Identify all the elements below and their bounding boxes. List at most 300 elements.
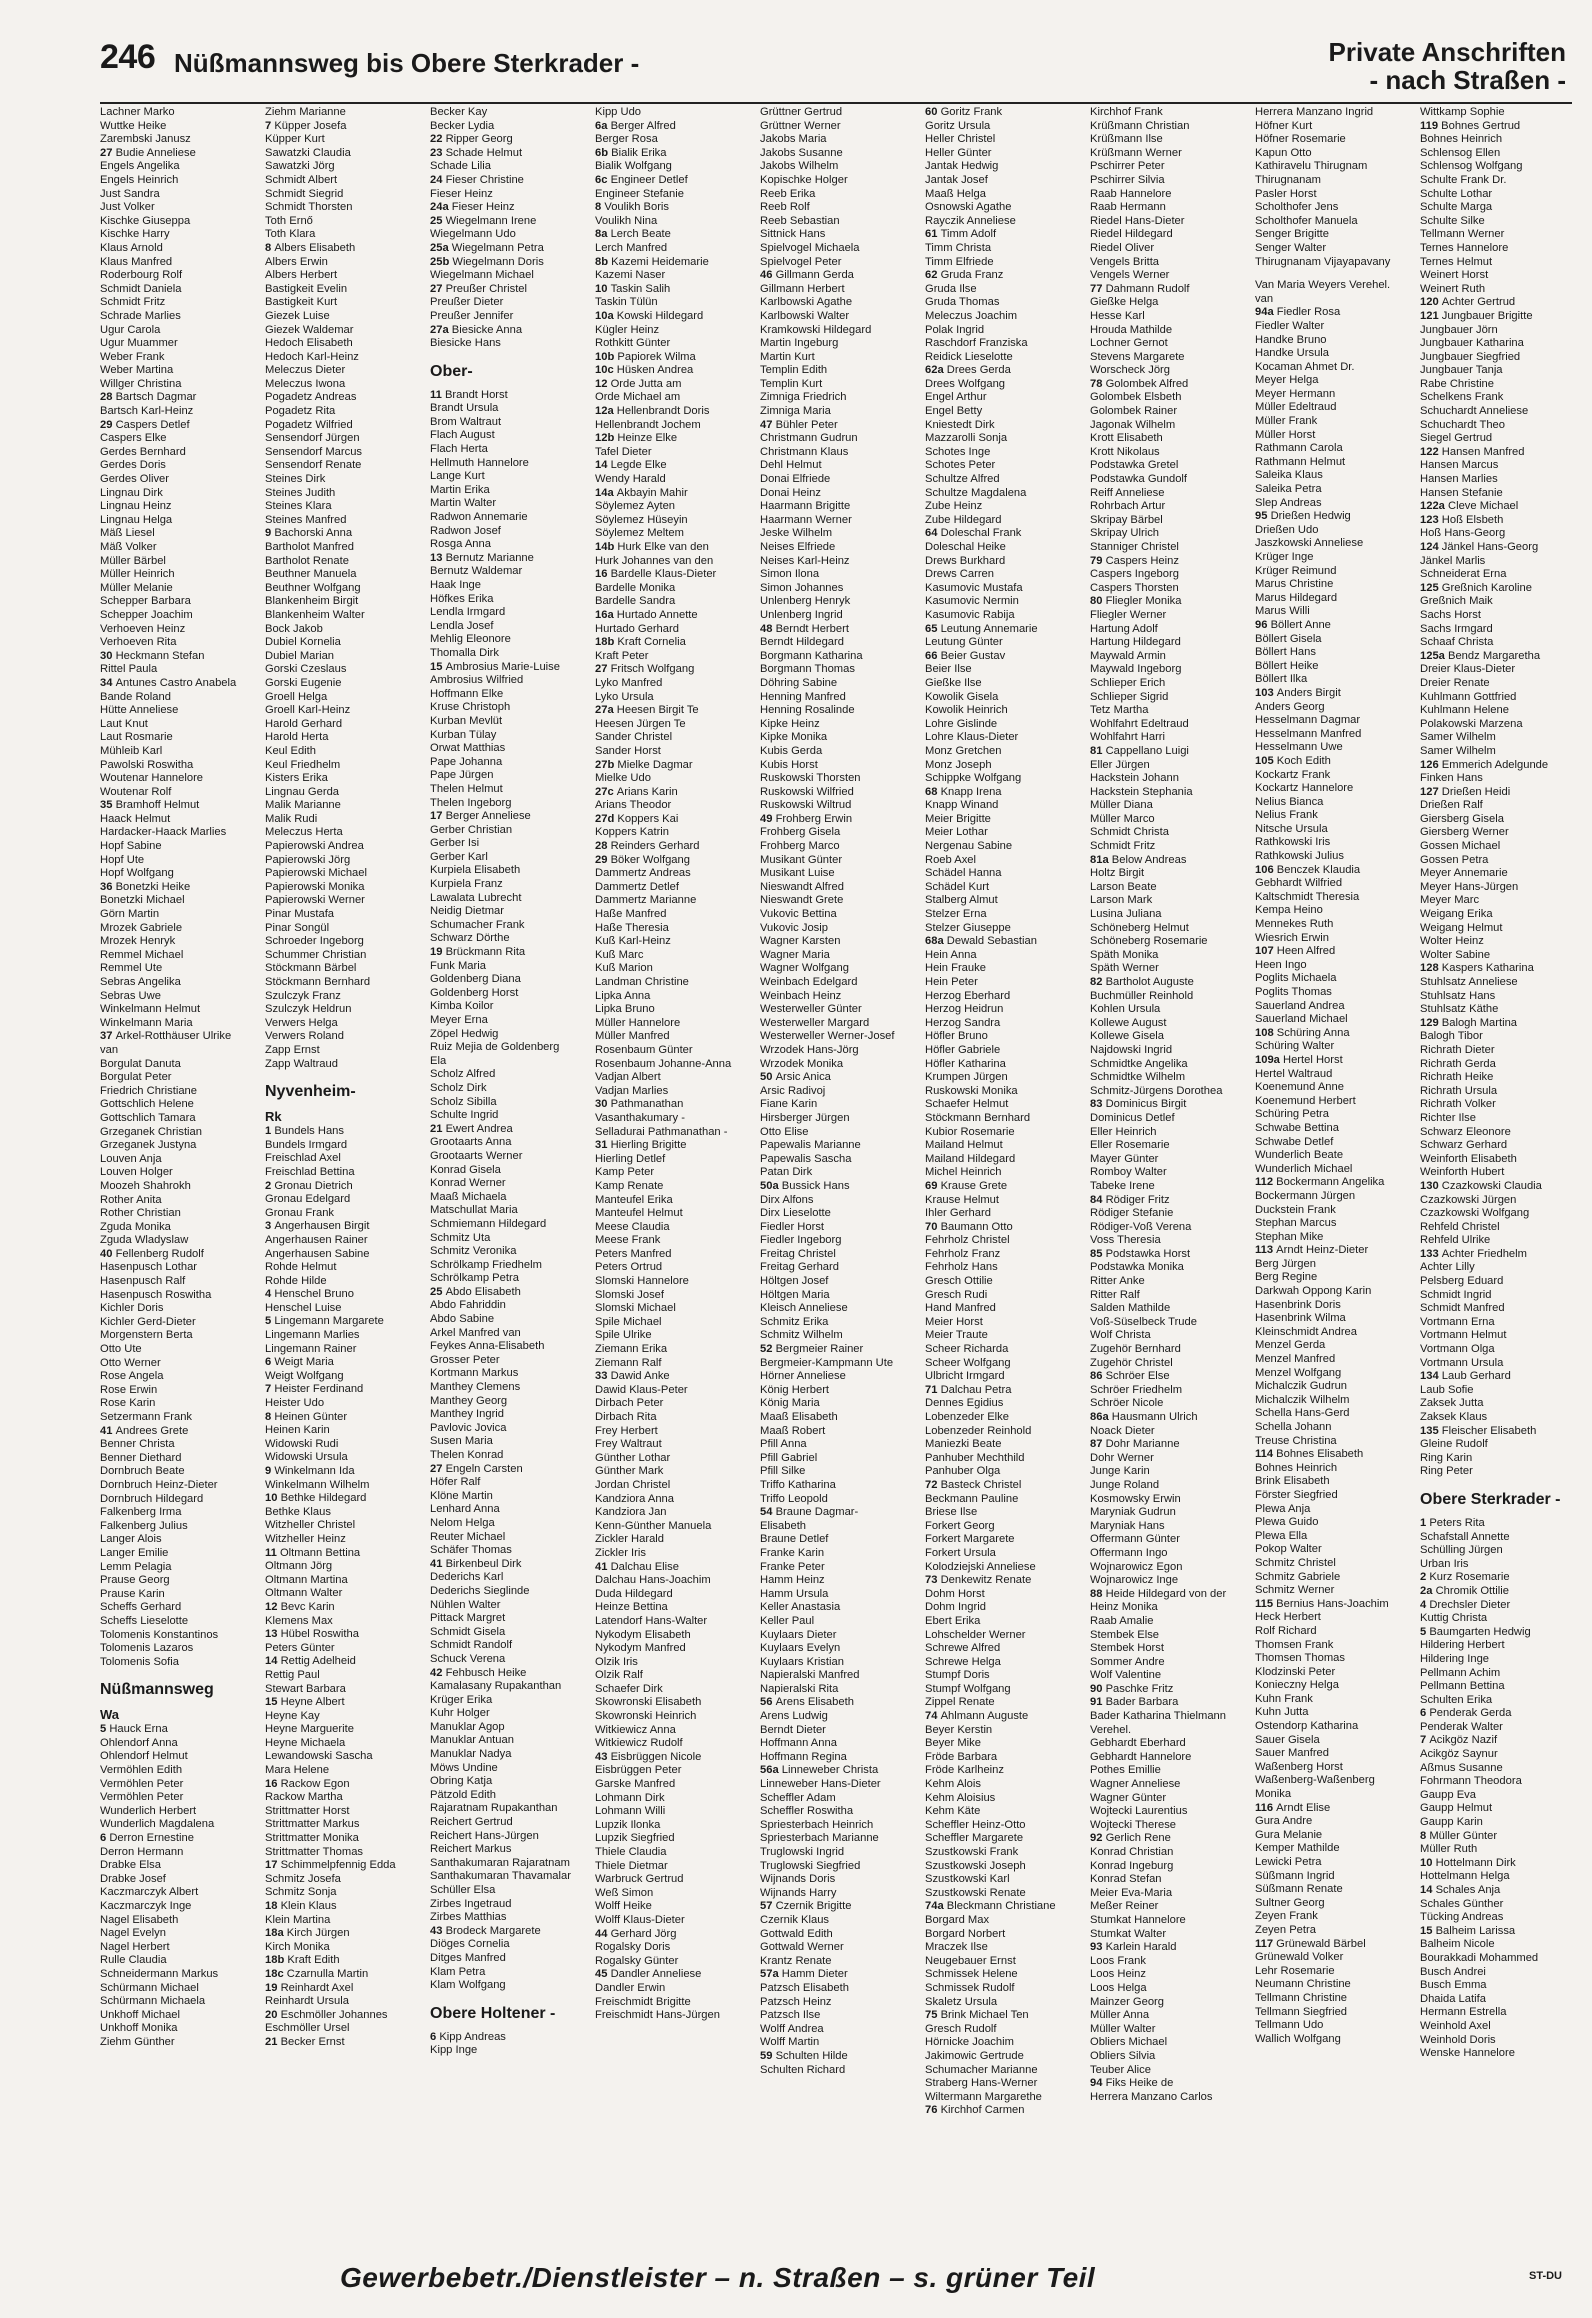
resident-entry: Wolf Valentine <box>1090 1669 1162 1682</box>
house-number: 1 <box>265 1125 275 1138</box>
house-number: 47 <box>760 418 776 431</box>
resident-entry: Marus Willi <box>1255 605 1310 618</box>
resident-entry: Krüger Inge <box>1255 551 1314 563</box>
house-number: 41 <box>100 1424 116 1437</box>
resident-entry: Dirx Lieselotte <box>760 1207 831 1220</box>
resident-entry: Richrath Gerda <box>1420 1057 1496 1070</box>
resident-entry: Voulikh Nina <box>595 214 658 227</box>
resident-entry: 125a Bendz Margaretha <box>1420 649 1541 662</box>
resident-entry: Orwat Matthias <box>430 742 506 755</box>
resident-entry: Roderbourg Rolf <box>100 269 183 282</box>
resident-entry: Sawatzki Jörg <box>265 160 335 173</box>
resident-entry: Benner Christa <box>100 1438 175 1451</box>
resident-entry: Widowski Rudi <box>265 1437 339 1450</box>
resident-entry: Kuß Marion <box>595 962 653 975</box>
resident-entry: Richrath Ursula <box>1420 1084 1498 1097</box>
resident-entry: Bethke Klaus <box>265 1505 331 1518</box>
resident-entry: Braune Detlef <box>760 1533 829 1546</box>
resident-entry: Schmidt Fritz <box>1090 840 1156 853</box>
house-number: 23 <box>430 146 446 159</box>
resident-entry: Slep Andreas <box>1255 496 1322 509</box>
resident-entry: Maaß Helga <box>925 187 986 200</box>
resident-entry: Kocaman Ahmet Dr. <box>1255 360 1355 373</box>
house-number: 22 <box>430 133 446 146</box>
resident-entry: Sebras Angelika <box>100 976 181 988</box>
resident-entry: Gresch Ottilie <box>925 1275 993 1288</box>
resident-entry: Steines Manfred <box>265 513 347 526</box>
resident-entry: Duckstein Frank <box>1255 1203 1336 1216</box>
resident-entry: Haße Theresia <box>595 921 669 934</box>
resident-entry: Dhaida Latifa <box>1420 1992 1486 2005</box>
resident-entry: Heyne Michaela <box>265 1736 346 1749</box>
resident-entry: Gerdes Oliver <box>100 473 170 486</box>
resident-entry: Groell Karl-Heinz <box>265 704 351 717</box>
resident-entry: Vengels Werner <box>1090 269 1170 282</box>
resident-entry: Czazkowski Wolfgang <box>1420 1207 1530 1220</box>
resident-entry: Martin Walter <box>430 497 497 510</box>
resident-entry: 25 Wiegelmann Irene <box>430 214 537 227</box>
house-number: 113 <box>1255 1244 1277 1257</box>
resident-entry: 71 Dalchau Petra <box>925 1383 1012 1396</box>
resident-entry: Acikgöz Saynur <box>1420 1748 1498 1761</box>
resident-entry: Bardelle Sandra <box>595 595 676 608</box>
resident-entry: Bundels Irmgard <box>265 1138 348 1151</box>
house-number: 24 <box>430 173 446 186</box>
resident-entry: Fohrmann Theodora <box>1420 1775 1522 1788</box>
resident-entry: Krumpen Jürgen <box>925 1071 1008 1084</box>
street-heading: Nyvenheim- <box>265 1083 356 1101</box>
resident-entry: Kischke Giuseppa <box>100 214 191 227</box>
resident-entry: Rettig Paul <box>265 1668 320 1681</box>
resident-entry: Kipp Udo <box>595 106 642 118</box>
resident-entry: Manthey Ingrid <box>430 1408 505 1421</box>
resident-entry: Grünewald Volker <box>1255 1951 1344 1964</box>
street-heading: Ober- <box>430 362 473 380</box>
resident-entry: Toth Klara <box>265 228 316 241</box>
house-number: 13 <box>265 1628 281 1641</box>
resident-entry: Menzel Gerda <box>1255 1339 1326 1352</box>
resident-entry: Müller Marco <box>1090 812 1155 825</box>
resident-entry: Straberg Hans-Werner <box>925 2077 1038 2090</box>
resident-entry: Manuklar Agop <box>430 1720 505 1733</box>
resident-entry: Hurtado Gerhard <box>595 622 679 635</box>
resident-entry: Meleczus Dieter <box>265 364 346 377</box>
resident-entry: Weinhold Doris <box>1420 2033 1496 2046</box>
resident-entry: Schmidt Fritz <box>100 296 166 309</box>
resident-entry: Konrad Stefan <box>1090 1873 1162 1886</box>
house-number: 120 <box>1420 296 1442 309</box>
resident-entry: Lohre Klaus-Dieter <box>925 731 1019 744</box>
resident-entry: Rackow Martha <box>265 1791 343 1804</box>
house-number: 87 <box>1090 1438 1106 1451</box>
resident-entry: Schmidt Thorsten <box>265 201 353 214</box>
district-code: Wa <box>100 1707 120 1723</box>
resident-entry: Wittkamp Sophie <box>1420 106 1505 118</box>
resident-entry: Thiele Dietmar <box>595 1859 668 1872</box>
house-number: 35 <box>100 799 116 812</box>
resident-entry: Teuber Alice <box>1090 2063 1151 2076</box>
resident-entry: Heesen Jürgen Te <box>595 717 686 730</box>
house-number: 49 <box>760 812 776 825</box>
house-number: 13 <box>430 551 446 564</box>
resident-entry: 18b Kraft Cornelia <box>595 636 686 649</box>
resident-entry: Loos Heinz <box>1090 1968 1146 1981</box>
resident-entry: 6c Engineer Detlef <box>595 173 688 186</box>
resident-entry: Hurk Johannes van den <box>595 554 714 567</box>
resident-entry: Kowolik Heinrich <box>925 704 1008 717</box>
resident-entry: Susen Maria <box>430 1435 493 1448</box>
resident-entry: Krott Elisabeth <box>1090 432 1163 445</box>
resident-entry: Schotes Peter <box>925 459 996 472</box>
resident-entry: Konrad Ingeburg <box>1090 1859 1174 1872</box>
resident-entry: Thomalla Dirk <box>430 646 500 659</box>
resident-entry: 8 Heinen Günter <box>265 1410 348 1423</box>
footer-note: Gewerbebetr./Dienstleister – n. Straßen – s. grüner Teil <box>340 2262 1096 2293</box>
resident-entry: Napieralski Manfred <box>760 1669 860 1682</box>
resident-entry: Gerber Isi <box>430 837 480 850</box>
resident-entry: Schneidermann Markus <box>100 1967 219 1980</box>
resident-entry: Drießen Ralf <box>1420 799 1483 812</box>
resident-entry: 44 Gerhard Jörg <box>595 1927 677 1940</box>
resident-entry: Pavlovic Jovica <box>430 1421 507 1434</box>
resident-entry: Witzheller Christel <box>265 1519 356 1532</box>
resident-entry: Kimba Koilor <box>430 1000 494 1013</box>
resident-entry: Mäß Liesel <box>100 527 155 540</box>
resident-entry: Schultze Alfred <box>925 473 1000 486</box>
resident-entry: König Maria <box>760 1397 820 1410</box>
resident-entry: Schmiemann Hildegard <box>430 1217 547 1230</box>
resident-entry: Czazkowski Jürgen <box>1420 1193 1517 1206</box>
resident-entry: Schroeder Ingeborg <box>265 935 364 948</box>
resident-entry: 33 Dawid Anke <box>595 1370 670 1383</box>
resident-entry: Berndt Dieter <box>760 1723 826 1736</box>
resident-entry: Frohberg Gisela <box>760 826 841 839</box>
resident-entry: Laut Knut <box>100 717 148 730</box>
resident-entry: Schmitz Gabriele <box>1255 1570 1341 1583</box>
resident-entry: Ziemann Ralf <box>595 1356 662 1369</box>
resident-entry: 90 Paschke Fritz <box>1090 1682 1174 1695</box>
resident-entry: Schuchardt Theo <box>1420 418 1505 431</box>
resident-entry: Michalczik Gudrun <box>1255 1380 1348 1393</box>
resident-entry: Görn Martin <box>100 908 160 921</box>
resident-entry: Günther Lothar <box>595 1451 671 1464</box>
resident-entry: 27b Mielke Dagmar <box>595 758 693 771</box>
resident-entry: 74a Bleckmann Christiane <box>925 1900 1056 1913</box>
resident-entry: Witzheller Heinz <box>265 1532 346 1545</box>
house-number: 82 <box>1090 976 1106 988</box>
resident-entry: Henning Rosalinde <box>760 704 855 717</box>
resident-entry: 15 Ambrosius Marie-Luise <box>430 660 560 673</box>
resident-entry: Thelen Konrad <box>430 1449 504 1461</box>
resident-entry: Richrath Heike <box>1420 1071 1494 1084</box>
resident-entry: Buchmüller Reinhold <box>1090 989 1194 1002</box>
resident-entry: Hand Manfred <box>925 1302 996 1315</box>
resident-entry: Schuck Verena <box>430 1652 506 1665</box>
house-number: 1 <box>1420 1516 1430 1529</box>
resident-entry: Elisabeth <box>760 1519 807 1532</box>
resident-entry: 93 Karlein Harald <box>1090 1941 1177 1954</box>
resident-entry: Raschdorf Franziska <box>925 337 1028 350</box>
resident-entry: Rödiger-Voß Verena <box>1090 1220 1192 1233</box>
house-number: 8 <box>265 1410 275 1423</box>
house-number: 44 <box>595 1927 611 1940</box>
resident-entry: Polakowski Marzena <box>1420 717 1523 730</box>
resident-entry: Grüttner Werner <box>760 119 841 132</box>
resident-entry: 47 Bühler Peter <box>760 418 838 431</box>
directory-column <box>1090 106 1245 2218</box>
resident-entry: Schmidt Siegrid <box>265 187 344 200</box>
resident-entry: Bande Roland <box>100 690 171 703</box>
resident-entry: Tellmann Christine <box>1255 1991 1348 2004</box>
house-number: 28 <box>595 840 611 853</box>
resident-entry: Weinforth Hubert <box>1420 1166 1505 1179</box>
resident-entry: Schmitz Uta <box>430 1231 491 1244</box>
resident-entry: Sander Christel <box>595 731 673 744</box>
resident-entry: Vukovic Josip <box>760 921 828 934</box>
resident-entry: Fliegler Werner <box>1090 608 1167 621</box>
resident-entry: Lingnau Gerda <box>265 785 340 798</box>
house-number: 4 <box>1420 1598 1430 1611</box>
house-number: 8 <box>1420 1829 1430 1842</box>
resident-entry: 128 Kaspers Katharina <box>1420 962 1534 975</box>
resident-entry: Jungbauer Siegfried <box>1420 350 1521 363</box>
resident-entry: Zugehör Bernhard <box>1090 1343 1181 1356</box>
house-number: 16 <box>595 568 611 581</box>
resident-entry: 50a Bussick Hans <box>760 1179 850 1192</box>
resident-entry: Engels Heinrich <box>100 173 179 186</box>
house-number: 15 <box>1420 1924 1436 1937</box>
resident-entry: 113 Arndt Heinz-Dieter <box>1255 1244 1369 1257</box>
resident-entry: Kuß Karl-Heinz <box>595 935 671 948</box>
resident-entry: Schmidt Ingrid <box>1420 1288 1492 1301</box>
resident-entry: Grootaarts Werner <box>430 1149 523 1162</box>
resident-entry: Freischmidt Hans-Jürgen <box>595 2009 720 2022</box>
resident-entry: Meleczus Iwona <box>265 377 346 390</box>
resident-entry: Grosser Peter <box>430 1353 500 1366</box>
resident-entry: Hörnicke Joachim <box>925 2036 1014 2049</box>
resident-entry: Schwarz Dörthe <box>430 932 510 945</box>
resident-entry: Mayer Günter <box>1090 1152 1159 1165</box>
resident-entry: Dehl Helmut <box>760 459 822 472</box>
resident-entry: Wohlfahrt Harri <box>1090 731 1166 744</box>
house-number: 5 <box>265 1315 275 1328</box>
resident-entry: Lawalata Lubrecht <box>430 891 522 904</box>
resident-entry: Schrewe Alfred <box>925 1642 1001 1655</box>
resident-entry: Klam Wolfgang <box>430 1979 506 1992</box>
resident-entry: Hansen Stefanie <box>1420 486 1503 499</box>
street-heading: Nüßmannsweg <box>100 1681 214 1699</box>
resident-entry: Dubiel Kornelia <box>265 636 341 649</box>
house-number: 92 <box>1090 1832 1106 1845</box>
resident-entry: Haße Manfred <box>595 908 667 921</box>
resident-entry: Ternes Hannelore <box>1420 241 1509 254</box>
resident-entry: Stumpf Wolfgang <box>925 1682 1011 1695</box>
resident-entry: Peters Manfred <box>595 1247 672 1260</box>
house-number: 54 <box>760 1506 776 1519</box>
house-number: 96 <box>1255 618 1271 631</box>
resident-entry: 27 Engeln Carsten <box>430 1462 523 1475</box>
resident-entry: 2 Gronau Dietrich <box>265 1179 353 1192</box>
resident-entry: 21 Becker Ernst <box>265 2035 345 2048</box>
resident-entry: 48 Berndt Herbert <box>760 622 849 635</box>
resident-entry: Freischlad Axel <box>265 1152 341 1165</box>
resident-entry: Schmitz Christel <box>1255 1556 1336 1569</box>
resident-entry: Dammertz Marianne <box>595 894 697 907</box>
resident-entry: Hasenbrink Wilma <box>1255 1312 1346 1325</box>
house-number: 74a <box>925 1900 947 1913</box>
resident-entry: Pfill Silke <box>760 1465 806 1478</box>
house-number: 10a <box>595 309 617 322</box>
resident-entry: Ihler Gerhard <box>925 1207 991 1220</box>
resident-entry: Heyne Kay <box>265 1709 320 1722</box>
resident-entry: König Herbert <box>760 1383 830 1396</box>
page-header <box>100 38 1572 104</box>
resident-entry: Lachner Marko <box>100 106 175 118</box>
resident-entry: Zaksek Klaus <box>1420 1411 1488 1423</box>
resident-entry: 16a Hurtado Annette <box>595 608 698 621</box>
resident-entry: Weinbach Edelgard <box>760 976 858 988</box>
resident-entry: Jantak Josef <box>925 173 988 186</box>
resident-entry: Dornbruch Hildegard <box>100 1492 204 1505</box>
resident-entry: Slomski Hannelore <box>595 1275 689 1288</box>
resident-entry: Sauer Manfred <box>1255 1747 1330 1760</box>
resident-entry: Sachs Horst <box>1420 608 1481 621</box>
resident-entry: Nelius Bianca <box>1255 795 1324 808</box>
resident-entry: Schmidt Albert <box>265 173 338 186</box>
resident-entry: Pellmann Achim <box>1420 1666 1501 1679</box>
resident-entry: 86a Hausmann Ulrich <box>1090 1411 1198 1423</box>
resident-entry: Rehfeld Ulrike <box>1420 1234 1491 1247</box>
resident-entry: Harold Gerhard <box>265 717 343 730</box>
resident-entry: 65 Leutung Annemarie <box>925 622 1038 635</box>
resident-entry: Schuchardt Anneliese <box>1420 405 1529 418</box>
resident-entry: Podstawka Monika <box>1090 1261 1184 1274</box>
resident-entry: 29 Böker Wolfgang <box>595 853 690 866</box>
house-number: 27 <box>430 1462 446 1475</box>
resident-entry: 27 Fritsch Wolfgang <box>595 663 695 676</box>
resident-entry: Plewa Ella <box>1255 1529 1308 1542</box>
resident-entry: Nieswandt Grete <box>760 894 844 907</box>
resident-entry: Neidig Dietmar <box>430 905 504 918</box>
resident-entry: Schwarz Eleonore <box>1420 1125 1511 1138</box>
resident-entry: 28 Reinders Gerhard <box>595 840 700 853</box>
resident-entry: Worscheck Jörg <box>1090 364 1170 377</box>
resident-entry: Hesse Karl <box>1090 309 1145 322</box>
resident-entry: 30 Pathmanathan <box>595 1098 684 1111</box>
resident-entry: Vortmann Helmut <box>1420 1329 1507 1342</box>
resident-entry: 79 Caspers Heinz <box>1090 554 1179 567</box>
resident-entry: Beyer Mike <box>925 1737 981 1750</box>
resident-entry: Neumann Christine <box>1255 1978 1351 1991</box>
resident-entry: Unlenberg Ingrid <box>760 608 843 621</box>
resident-entry: Stelzer Giuseppe <box>925 921 1011 934</box>
resident-entry: Rose Karin <box>100 1397 156 1410</box>
resident-entry: Gaupp Eva <box>1420 1788 1476 1801</box>
resident-entry: Meyer Helga <box>1255 374 1319 387</box>
resident-entry: Musikant Günter <box>760 853 843 866</box>
house-number: 5 <box>1420 1625 1430 1638</box>
house-number: 14 <box>595 459 611 472</box>
resident-entry: Lange Kurt <box>430 470 485 483</box>
resident-entry: Hoffmann Regina <box>760 1750 847 1763</box>
resident-entry: Manuklar Antuan <box>430 1734 514 1747</box>
resident-entry: 10b Papiorek Wilma <box>595 350 696 363</box>
resident-entry: Süßmann Ingrid <box>1255 1869 1335 1882</box>
resident-entry: Hopf Sabine <box>100 840 162 853</box>
resident-entry: Maryniak Hans <box>1090 1519 1165 1532</box>
house-number: 73 <box>925 1574 941 1587</box>
resident-entry: Schmidt Manfred <box>1420 1302 1505 1315</box>
resident-entry: Weigang Helmut <box>1420 921 1503 934</box>
resident-entry: Diöges Cornelia <box>430 1938 510 1951</box>
resident-entry: Kubis Gerda <box>760 744 823 757</box>
resident-entry: Lingnau Heinz <box>100 500 172 513</box>
resident-entry: Schüring Walter <box>1255 1040 1335 1053</box>
resident-entry: Kandziora Jan <box>595 1506 667 1519</box>
resident-entry: Remmel Ute <box>100 962 163 975</box>
resident-entry: Kuylaars Dieter <box>760 1628 837 1641</box>
resident-entry: Jakobs Wilhelm <box>760 160 839 173</box>
resident-entry: Neugebauer Ernst <box>925 1954 1016 1967</box>
resident-entry: 15 Heyne Albert <box>265 1696 345 1709</box>
resident-entry: 83 Dominicus Birgit <box>1090 1098 1187 1111</box>
resident-entry: Stuhlsatz Anneliese <box>1420 976 1518 988</box>
resident-entry: Ditges Manfred <box>430 1951 506 1964</box>
resident-entry: Borgulat Peter <box>100 1071 172 1084</box>
resident-entry: 96 Böllert Anne <box>1255 618 1331 631</box>
resident-entry: 82 Bartholot Auguste <box>1090 976 1194 988</box>
resident-entry: Donai Elfriede <box>760 473 831 486</box>
resident-entry: Ritter Ralf <box>1090 1288 1140 1301</box>
resident-entry: Rathmann Helmut <box>1255 455 1346 468</box>
resident-entry: Lerch Manfred <box>595 241 668 254</box>
house-number: 25 <box>430 214 446 227</box>
resident-entry: Höfler Bruno <box>925 1030 988 1043</box>
house-number: 37 <box>100 1030 116 1043</box>
resident-entry: Söylemez Hüseyin <box>595 513 688 526</box>
resident-entry: Tellmann Werner <box>1420 228 1505 241</box>
resident-entry: Kasumovic Mustafa <box>925 581 1023 594</box>
resident-entry: Schmissek Rudolf <box>925 1981 1015 1994</box>
resident-entry: Brandt Ursula <box>430 402 499 415</box>
resident-entry: Klaus Manfred <box>100 255 173 268</box>
resident-entry: Eisbrüggen Peter <box>595 1764 682 1777</box>
resident-entry: Matschullat Maria <box>430 1204 518 1217</box>
resident-entry: Jungbauer Jörn <box>1420 323 1498 336</box>
house-number: 27 <box>100 146 116 159</box>
resident-entry: Willger Christina <box>100 377 182 390</box>
resident-entry: Hackstein Stephania <box>1090 785 1193 798</box>
directory-column <box>265 106 420 2218</box>
resident-entry: 27a Heesen Birgit Te <box>595 704 699 717</box>
resident-entry: Gebhardt Wilfried <box>1255 877 1343 890</box>
resident-entry: Schädel Kurt <box>925 880 990 893</box>
resident-entry: 10a Kowski Hildegard <box>595 309 704 322</box>
resident-entry: Zeyen Petra <box>1255 1923 1316 1936</box>
resident-entry: Müller Heinrich <box>100 568 175 581</box>
resident-entry: Hildering Herbert <box>1420 1639 1505 1652</box>
resident-entry: Arians Theodor <box>595 799 672 812</box>
resident-entry: Kolodziejski Anneliese <box>925 1560 1036 1573</box>
resident-entry: 73 Denkewitz Renate <box>925 1574 1032 1587</box>
resident-entry: Hellenbrandt Jochem <box>595 418 701 431</box>
resident-entry: 130 Czazkowski Claudia <box>1420 1179 1542 1192</box>
house-number: 8b <box>595 255 612 268</box>
resident-entry: Meyer Hans-Jürgen <box>1420 880 1519 893</box>
resident-entry: Scholz Sibilla <box>430 1095 497 1108</box>
resident-entry: Arkel Manfred van <box>430 1326 521 1339</box>
resident-entry: 87 Dohr Marianne <box>1090 1438 1180 1451</box>
